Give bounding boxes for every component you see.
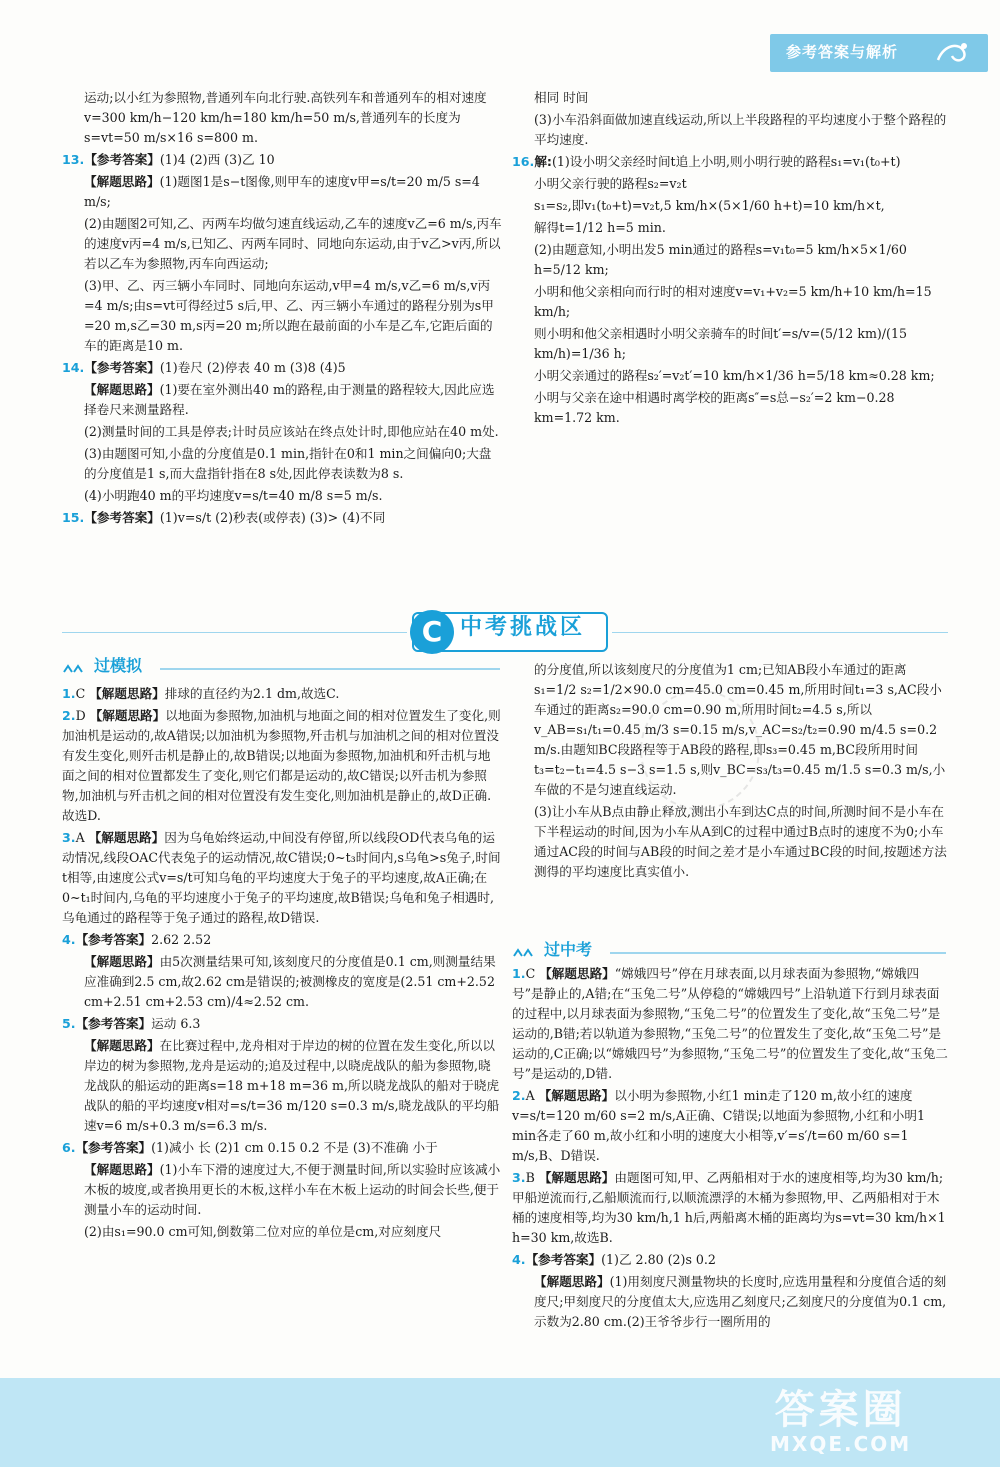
- answer-tag: 【解题思路】: [539, 966, 615, 981]
- answer-paragraph: [512, 152, 948, 172]
- answer-text: 由题图可知,甲、乙两船相对于水的速度相等,均为30 km/h;甲船逆流而行,乙船顺流而行,以顺流漂浮的木桶为参照物,甲、乙两船相对于木桶的速度相等,均为30 km/h,1 h后,两船离木桶的距离均为s=vt=30 km/h×1 h=30 km,故选B.: [512, 1170, 946, 1245]
- answer-text: 由5次测量结果可知,该刻度尺的分度值是0.1 cm,则测量结果应准确到2.5 cm,故2.62 cm是错误的;被测橡皮的宽度是(2.51 cm+2.52 cm+2.51 cm+2.53 cm)/4≈2.52 cm.: [84, 954, 496, 1009]
- answer-text: (1)设小明父亲经时间t追上小明,则小明行驶的路程s₁=v₁(t₀+t): [551, 154, 901, 169]
- answer-text: (3)甲、乙、丙三辆小车同时、同地向东运动,v甲=4 m/s,v乙=6 m/s,v丙=4 m/s;由s=vt可得经过5 s后,甲、乙、丙三辆小车通过的路程分别为s甲=20 m,s乙=30 m,s丙=20 m;所以跑在最前面的小车是乙车,它距后面的车的距离是10 m.: [84, 278, 494, 353]
- choice-answer: B: [525, 1170, 539, 1185]
- answer-paragraph: [62, 444, 502, 484]
- answer-paragraph: [512, 802, 948, 882]
- answer-tag: 【参考答案】: [84, 360, 160, 375]
- section-mark-icon-2: [512, 946, 540, 960]
- zhongkao-column: [512, 964, 948, 1334]
- answer-text: (3)让小车从B点由静止释放,测出小车到达C点的时间,所测时间不是小车在下半程运动的时间,因为小车从A到C的过程中通过B点时的速度不为0;小车通过AC段的时间与AB段的时间之差才是小车通过BC段的时间,按题述方法测得的平均速度比真实值小.: [534, 804, 947, 879]
- answer-text: (3)由题图可知,小盘的分度值是0.1 min,指针在0和1 min之间偏向0;大盘的分度值是1 s,而大盘指针指在8 s处,因此停表读数为8 s.: [84, 446, 492, 481]
- swirl-icon: [934, 38, 970, 68]
- answer-text: 运动 6.3: [151, 1016, 201, 1031]
- answer-text: (3)小车沿斜面做加速直线运动,所以上半段路程的平均速度小于整个路程的平均速度.: [534, 112, 947, 147]
- answer-paragraph: [62, 1036, 502, 1136]
- answer-paragraph: [62, 214, 502, 274]
- answer-tag: 【参考答案】: [75, 932, 152, 947]
- answer-text: (1)4 (2)西 (3)乙 10: [159, 152, 275, 167]
- choice-answer: A: [75, 830, 89, 845]
- answer-paragraph: [62, 1014, 502, 1034]
- answer-text: 小明父亲通过的路程s₂′=v₂t′=10 km/h×1/36 h=5/18 km≈0.28 km;: [534, 368, 935, 383]
- question-number: 2.: [62, 708, 76, 723]
- answer-text: (1)卷尺 (2)停表 40 m (3)8 (4)5: [159, 360, 346, 375]
- choice-answer: D: [75, 708, 90, 723]
- answer-text: (1)题图1是s−t图像,则甲车的速度v甲=s/t=20 m/5 s=4 m/s;: [84, 174, 480, 209]
- answer-text: (2)由s₁=90.0 cm可知,倒数第二位对应的单位是cm,对应刻度尺: [84, 1224, 442, 1239]
- answer-paragraph: [512, 1168, 948, 1248]
- answer-tag: 【解题思路】: [88, 830, 165, 845]
- answer-paragraph: [512, 282, 948, 322]
- answer-text: 以小明为参照物,小红1 min走了120 m,故小红的速度v=s/t=120 m/60 s=2 m/s,A正确、C错误;以地面为参照物,小红和小明1 min各走了60 m,故小红和小明的速度大小相等,v′=s′/t=60 m/60 s=1 m/s,B、D错误.: [512, 1088, 926, 1163]
- answer-paragraph: [512, 240, 948, 280]
- answer-paragraph: [62, 828, 502, 928]
- top-left-column: [62, 88, 502, 530]
- watermark-logo: [770, 1386, 911, 1454]
- answer-paragraph: [512, 218, 948, 238]
- answer-text: (2)测量时间的工具是停表;计时员应该站在终点处计时,即他应站在40 m处.: [84, 424, 499, 439]
- answer-text: 运动;以小红为参照物,普通列车向北行驶.高铁列车和普通列车的相对速度v=300 km/h−120 km/h=180 km/h=50 m/s,普通列车的长度为s=vt=50 m/s×16 s=800 m.: [84, 90, 487, 145]
- answer-text: 则小明和他父亲相遇时小明父亲骑车的时间t′=s/v=(5/12 km)/(15 km/h)=1/36 h;: [534, 326, 907, 361]
- answer-paragraph: [62, 684, 502, 704]
- stamp-mark: [640, 690, 760, 810]
- answer-paragraph: [62, 88, 502, 148]
- answer-tag: 【参考答案】: [84, 510, 160, 525]
- answer-paragraph: [512, 964, 948, 1084]
- answer-paragraph: [512, 324, 948, 364]
- section-mock-rule: [160, 668, 500, 670]
- header-title: 参考答案与解析: [786, 43, 899, 61]
- answer-tag: 【参考答案】: [525, 1252, 602, 1267]
- answer-paragraph: [62, 1160, 502, 1220]
- answer-tag: 【解题思路】: [84, 174, 160, 189]
- question-number: 13.: [62, 152, 85, 167]
- choice-answer: C: [525, 966, 540, 981]
- question-number: 4.: [62, 932, 76, 947]
- answer-tag: 【解题思路】: [84, 382, 160, 397]
- answer-paragraph: [62, 508, 502, 528]
- section-mark-icon: [62, 662, 90, 676]
- answer-tag: 【解题思路】: [84, 1162, 160, 1177]
- question-number: 14.: [62, 360, 85, 375]
- answer-text: (1)v=s/t (2)秒表(或停表) (3)> (4)不同: [159, 510, 386, 525]
- answer-paragraph: [512, 196, 948, 216]
- answer-text: 在比赛过程中,龙舟相对于岸边的树的位置在发生变化,所以以岸边的树为参照物,龙舟是运动的;追及过程中,以晓虎战队的船为参照物,晓龙战队的船运动的距离s=18 m+18 m=36 m,所以晓龙战队的船对于晓虎战队的船的平均速度v相对=s/t=36 m/120 s=0.3 m/s,晓龙战队的平均船速v=6 m/s+0.3 m/s=6.3 m/s.: [84, 1038, 500, 1133]
- answer-tag: 【解题思路】: [89, 708, 166, 723]
- question-number: 1.: [62, 686, 76, 701]
- question-number: 3.: [62, 830, 76, 845]
- answer-text: 的分度值,所以该刻度尺的分度值为1 cm;已知AB段小车通过的距离s₁=1/2 s₂=1/2×90.0 cm=45.0 cm=0.45 m,所用时间t₁=3 s,AC段小车通过的距离s₂=90.0 cm=0.90 m,所用时间t₂=4.5 s,所以v_AB=s₁/t₁=0.45 m/3 s=0.15 m/s,v_AC=s₂/t₂=0.90 m/4.5 s=0.2 m/s.由题知BC段路程等于AB段的路程,即s₃=0.45 m,BC段所用时间t₃=t₂−t₁=4.5 s−3 s=1.5 s,则v_BC=s₃/t₃=0.45 m/1.5 s=0.3 m/s,小车做的不是匀速直线运动.: [534, 662, 946, 797]
- answer-paragraph: [62, 380, 502, 420]
- answer-text: 排球的直径约为2.1 dm,故选C.: [164, 686, 340, 701]
- section-mock-title: 过模拟: [94, 656, 143, 675]
- section-zhongkao-rule: [610, 952, 946, 954]
- answer-text: 小明父亲行驶的路程s₂=v₂t: [534, 176, 687, 191]
- banner-letter: C: [410, 610, 454, 654]
- answer-paragraph: [512, 1272, 948, 1332]
- choice-answer: C: [75, 686, 90, 701]
- banner-divider-right: [612, 632, 948, 633]
- answer-text: (2)由题图2可知,乙、丙两车均做匀速直线运动,乙车的速度v乙=6 m/s,丙车的速度v丙=4 m/s,已知乙、丙两车同时、同地向东运动,由于v乙>v丙,所以若以乙车为参照物,丙车向西运动;: [84, 216, 502, 271]
- answer-paragraph: [62, 486, 502, 506]
- answer-text: 相同 时间: [534, 90, 589, 105]
- answer-tag: 【参考答案】: [84, 152, 160, 167]
- answer-text: 因为乌龟始终运动,中间没有停留,所以线段OD代表乌龟的运动情况,线段OAC代表兔子的运动情况,故C错误;0~t₃时间内,s乌龟>s兔子,时间t相等,由速度公式v=s/t可知乌龟的平均速度大于兔子的平均速度,故A正确;在0~t₁时间内,乌龟的平均速度小于兔子的平均速度,故B错误;乌龟和兔子相遇时,乌龟通过的路程等于兔子通过的路程,故D错误.: [62, 830, 501, 925]
- answer-paragraph: [62, 930, 502, 950]
- answer-text: (1)用刻度尺测量物块的长度时,应选用量程和分度值合适的刻度尺;甲刻度尺的分度值太大,应选用乙刻度尺;乙刻度尺的分度值为0.1 cm,示数为2.80 cm.(2)王爷爷步行一圈所用的: [534, 1274, 947, 1329]
- watermark-top: 答案圈: [774, 1387, 907, 1433]
- answer-text: (1)要在室外测出40 m的路程,由于测量的路程较大,因此应选择卷尺来测量路程.: [84, 382, 495, 417]
- answer-tag: 【解题思路】: [538, 1170, 615, 1185]
- answer-text: (1)减小 长 (2)1 cm 0.15 0.2 不是 (3)不准确 小于: [151, 1140, 438, 1155]
- banner-divider-left: [62, 632, 407, 633]
- bottom-left-column: [62, 684, 502, 1244]
- banner-title: 中考挑战区: [460, 615, 586, 640]
- answer-paragraph: [62, 706, 502, 826]
- answer-paragraph: [512, 174, 948, 194]
- answer-paragraph: [512, 366, 948, 386]
- answer-text: 小明和他父亲相向而行时的相对速度v=v₁+v₂=5 km/h+10 km/h=15 km/h;: [534, 284, 932, 319]
- answer-text: 2.62 2.52: [151, 932, 212, 947]
- answer-tag: 【参考答案】: [75, 1140, 152, 1155]
- answer-text: (2)由题意知,小明出发5 min通过的路程s=v₁t₀=5 km/h×5×1/60 h=5/12 km;: [534, 242, 907, 277]
- answer-paragraph: [62, 172, 502, 212]
- question-number: 5.: [62, 1016, 76, 1031]
- answer-tag: 【解题思路】: [84, 1038, 160, 1053]
- answer-paragraph: [512, 110, 948, 150]
- answer-tag: 【参考答案】: [75, 1016, 152, 1031]
- answer-paragraph: [62, 1222, 502, 1242]
- answer-tag: 【解题思路】: [538, 1088, 615, 1103]
- answer-paragraph: [512, 1250, 948, 1270]
- answer-tag: 解:: [534, 154, 552, 169]
- answer-paragraph: [512, 1086, 948, 1166]
- answer-tag: 【解题思路】: [534, 1274, 610, 1289]
- answer-text: s₁=s₂,即v₁(t₀+t)=v₂t,5 km/h×(5×1/60 h+t)=10 km/h×t,: [534, 198, 885, 213]
- answer-text: (4)小明跑40 m的平均速度v=s/t=40 m/8 s=5 m/s.: [84, 488, 383, 503]
- question-number: 4.: [512, 1252, 526, 1267]
- section-zhongkao-title: 过中考: [544, 940, 593, 959]
- answer-tag: 【解题思路】: [84, 954, 160, 969]
- answer-paragraph: [512, 88, 948, 108]
- watermark-bottom: MXQE.COM: [770, 1432, 912, 1456]
- answer-paragraph: [62, 358, 502, 378]
- answer-paragraph: [62, 1138, 502, 1158]
- question-number: 1.: [512, 966, 526, 981]
- question-number: 6.: [62, 1140, 76, 1155]
- answer-paragraph: [62, 422, 502, 442]
- answer-text: (1)小车下滑的速度过大,不便于测量时间,所以实验时应该减小木板的坡度,或者换用更长的木板,这样小车在木板上运动的时间会长些,便于测量小车的运动时间.: [84, 1162, 501, 1217]
- question-number: 15.: [62, 510, 85, 525]
- answer-paragraph: [62, 150, 502, 170]
- answer-tag: 【解题思路】: [89, 686, 165, 701]
- answer-paragraph: [62, 276, 502, 356]
- answer-text: “嫦娥四号”停在月球表面,以月球表面为参照物,“嫦娥四号”是静止的,A错;在“玉兔二号”从停稳的“嫦娥四号”上沿轨道下行到月球表面的过程中,以月球表面为参照物,“玉兔二号”的位置发生了变化,故“玉兔二号”是运动的,B错;若以轨道为参照物,“玉兔二号”的位置发生了变化,故“玉兔二号”是运动的,C正确;以“嫦娥四号”为参照物,“玉兔二号”的位置发生了变化,故“玉兔二号”是运动的,D错.: [512, 966, 948, 1081]
- top-right-column: [512, 88, 948, 430]
- answer-paragraph: [512, 388, 948, 428]
- answer-text: 小明与父亲在途中相遇时离学校的距离s″=s总−s₂′=2 km−0.28 km=1.72 km.: [534, 390, 895, 425]
- question-number: 16.: [512, 154, 535, 169]
- question-number: 3.: [512, 1170, 526, 1185]
- question-number: 2.: [512, 1088, 526, 1103]
- answer-text: 以地面为参照物,加油机与地面之间的相对位置发生了变化,则加油机是运动的,故A错误;以加油机为参照物,歼击机与加油机之间的相对位置没有发生变化,则歼击机是静止的,故B错误;以地面为参照物,加油机和歼击机与地面之间的相对位置都发生了变化,则它们都是运动的,故C错误;以歼击机为参照物,加油机与歼击机之间的相对位置没有发生变化,则加油机是静止的,故D正确.故选D.: [62, 708, 501, 823]
- choice-answer: A: [525, 1088, 539, 1103]
- answer-paragraph: [62, 952, 502, 1012]
- answer-text: 解得t=1/12 h=5 min.: [534, 220, 666, 235]
- answer-text: (1)乙 2.80 (2)s 0.2: [601, 1252, 716, 1267]
